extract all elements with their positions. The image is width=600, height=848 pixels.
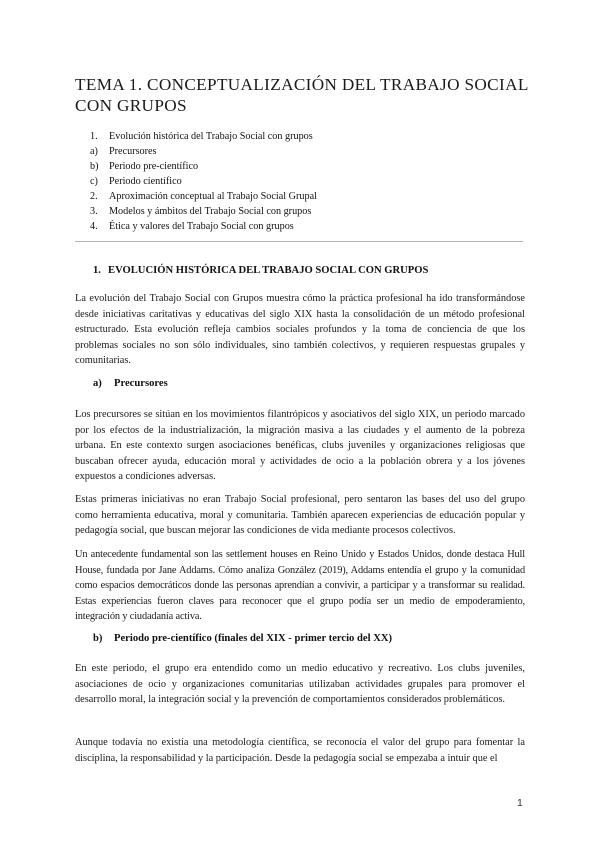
toc-item-number: 4.	[90, 221, 98, 232]
subsection-label: a)	[93, 378, 102, 389]
subsection-heading-b	[93, 632, 392, 646]
page-title: TEMA 1. CONCEPTUALIZACIÓN DEL TRABAJO SOCIAL CON GRUPOS	[75, 75, 529, 115]
table-of-contents	[90, 129, 530, 234]
toc-item	[90, 189, 530, 204]
toc-item-label: Ética y valores del Trabajo Social con grupos	[109, 221, 294, 232]
subsection-heading-text: Precursores	[114, 378, 168, 389]
toc-item-label: Periodo pre-científico	[109, 161, 199, 172]
subsection-heading-text: Periodo pre-científico (finales del XIX - primer tercio del XX)	[114, 633, 393, 644]
toc-item-label: Aproximación conceptual al Trabajo Social Grupal	[109, 191, 317, 202]
paragraph-precientifico-2: Aunque todavía no existía una metodología científica, se reconocía el valor del grupo para fomentar la disciplina, la responsabilidad y la participación. Desde la pedagogía social se empezaba a intuir que el	[75, 737, 525, 764]
toc-item-number: b)	[90, 161, 99, 172]
toc-item-label: Evolución histórica del Trabajo Social con grupos	[109, 131, 313, 142]
toc-item	[90, 144, 530, 159]
toc-item	[90, 129, 530, 144]
toc-item-number: 1.	[90, 131, 98, 142]
subsection-label: b)	[93, 633, 103, 644]
section-heading-text: EVOLUCIÓN HISTÓRICA DEL TRABAJO SOCIAL CON GRUPOS	[108, 265, 429, 276]
toc-item-label: Precursores	[109, 146, 157, 157]
page-number: 1	[517, 797, 523, 809]
toc-item	[90, 204, 530, 219]
toc-item-number: 3.	[90, 206, 98, 217]
subsection-heading-a	[93, 377, 168, 391]
toc-item-number: a)	[90, 146, 98, 157]
paragraph-precursores-3: Un antecedente fundamental son las settlement houses en Reino Unido y Estados Unidos, donde destaca Hull House, fundada por Jane Addams. Cómo analiza González (2019), Addams entendía el grupo y la comunidad como espacios democráticos donde las personas aprendían a convivir, a participar y a transformar su realidad. Estas experiencias fueron claves para reconocer que el grupo podía ser un medio de empoderamiento, integración y ciudadanía activa.	[75, 549, 525, 623]
toc-item-label: Periodo científico	[109, 176, 182, 187]
section-number: 1.	[93, 265, 101, 276]
divider	[75, 241, 523, 242]
toc-item	[90, 219, 530, 234]
toc-item	[90, 159, 530, 174]
toc-item-label: Modelos y ámbitos del Trabajo Social con grupos	[109, 206, 312, 217]
paragraph-precursores-2: Estas primeras iniciativas no eran Trabajo Social profesional, pero sentaron las bases del uso del grupo como herramienta educativa, moral y comunitaria. También aparecen experiencias de educación popular y pedagogía social, que buscan mejorar las condiciones de vida mediante procesos colectivos.	[75, 494, 525, 537]
toc-item	[90, 174, 530, 189]
paragraph-precursores-1: Los precursores se sitúan en los movimientos filantrópicos y asociativos del siglo XIX, un periodo marcado por los efectos de la industrialización, la migración masiva a las ciudades y el aumento de la pobreza urbana. En este contexto surgen asociaciones benéficas, clubs juveniles y organizaciones religiosas que buscaban ofrecer ayuda, educación moral y actividades de ocio a la población obrera y a los jóvenes expuestos a condiciones adversas.	[75, 409, 525, 483]
paragraph-intro: La evolución del Trabajo Social con Grupos muestra cómo la práctica profesional ha ido transformándose desde iniciativas caritativas y educativas del siglo XIX hasta la consolidación de un método profesional estructurado. Esta evolución refleja cambios sociales profundos y la toma de conciencia de que los problemas sociales no son sólo individuales, sino también colectivos, y requieren respuestas grupales y comunitarias.	[75, 293, 525, 367]
section-heading-1	[93, 264, 428, 278]
paragraph-preciéntifico-1: En este periodo, el grupo era entendido como un medio educativo y recreativo. Los clubs juveniles, asociaciones de ocio y organizaciones comunitarias utilizaban actividades grupales para promover el desarrollo moral, la integración social y la prevención de comportamientos considerados problemáticos.	[75, 663, 525, 706]
toc-item-number: 2.	[90, 191, 98, 202]
toc-item-number: c)	[90, 176, 98, 187]
